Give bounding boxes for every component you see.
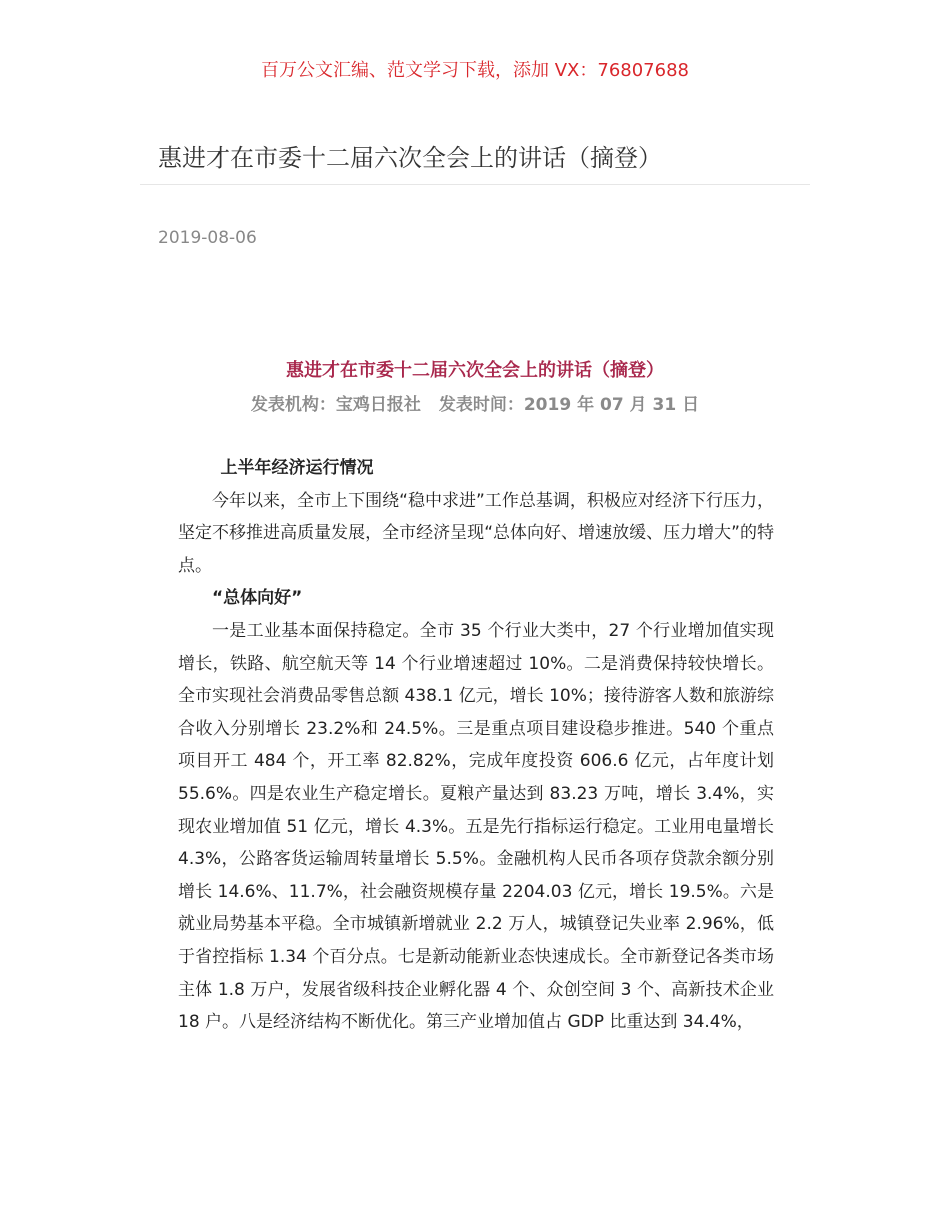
article-title: 惠进才在市委十二届六次全会上的讲话（摘登） bbox=[286, 360, 664, 381]
article-publisher: 发表机构：宝鸡日报社 bbox=[250, 395, 421, 415]
article-publish-time: 发表时间：2019 年 07 月 31 日 bbox=[438, 395, 700, 415]
subheading: “总体向好” bbox=[212, 588, 303, 609]
page-title: 惠进才在市委十二届六次全会上的讲话（摘登） bbox=[158, 144, 662, 172]
promo-banner: 百万公文汇编、范文学习下载，添加 VX：76807688 bbox=[261, 60, 689, 81]
body-paragraph: 一是工业基本面保持稳定。全市 35 个行业大类中，27 个行业增加值实现增长，铁路、航空航天等 14 个行业增速超过 10%。二是消费保持较快增长。全市实现社会消费品零售总额 438.1 亿元，增长 10%；接待游客人数和旅游综合收入分别增长 23.2%和 24.5%。三是重点项目建设稳步推进。540 个重点项目开工 484 个，开工率 82.82%，完成年度投资 606.6 亿元，占年度计划 55.6%。四是农业生产稳定增长。夏粮产量达到 83.23 万吨，增长 3.4%，实现农业增加值 51 亿元，增长 4.3%。五是先行指标运行稳定。工业用电量增长 4.3%，公路客货运输周转量增长 5.5%。金融机构人民币各项存贷款余额分别增长 14.6%、11.7%，社会融资规模存量 2204.03 亿元，增长 19.5%。六是就业局势基本平稳。全市城镇新增就业 2.2 万人，城镇登记失业率 2.96%，低于省控指标 1.34 个百分点。七是新动能新业态快速成长。全市新登记各类市场主体 1.8 万户，发展省级科技企业孵化器 4 个、众创空间 3 个、高新技术企业 18 户。八是经济结构不断优化。第三产业增加值占 GDP 比重达到 34.4%， bbox=[178, 620, 774, 1033]
title-divider bbox=[140, 184, 810, 185]
section-heading: 上半年经济运行情况 bbox=[220, 458, 374, 478]
publish-date: 2019-08-06 bbox=[158, 228, 257, 248]
intro-paragraph: 今年以来，全市上下围绕“稳中求进”工作总基调，积极应对经济下行压力，坚定不移推进高质量发展，全市经济呈现“总体向好、增速放缓、压力增大”的特点。 bbox=[178, 490, 774, 576]
article-body bbox=[178, 452, 774, 1039]
article-meta bbox=[0, 390, 950, 415]
